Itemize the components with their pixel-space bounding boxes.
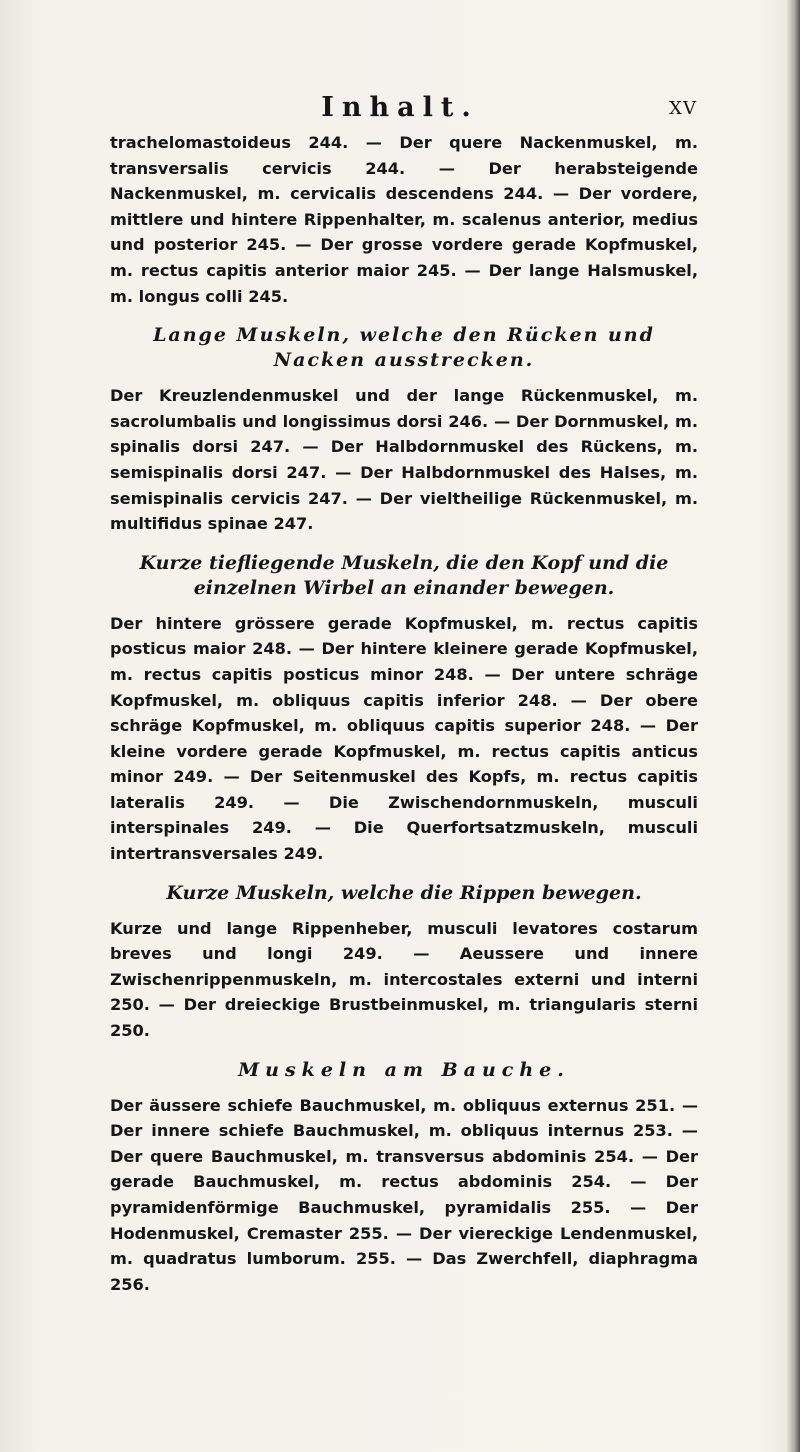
- toc-paragraph-head-vertebra-muscles: Der hintere grössere gerade Kopfmuskel, m. rectus capitis posticus maior 248. — Der hintere kleinere gerade Kopfmuskel, m. rectus capitis posticus minor 248. — Der untere schräge Kopfmuskel, m. obliquus capitis inferior 248. — Der obere schräge Kopfmuskel, m. obliquus capitis superior 248. — Der kleine vordere gerade Kopfmuskel, m. rectus capitis anticus minor 249. — Der Seitenmuskel des Kopfs, m. rectus capitis lateralis 249. — Die Zwischendornmuskeln, musculi interspinales 249. — Die Querfortsatzmuskeln, musculi intertransversales 249.: [110, 613, 698, 864]
- page-title: Inhalt.: [321, 92, 479, 123]
- section-heading-abdominal-muscles: Muskeln am Bauche.: [238, 1058, 570, 1081]
- section-heading-deep-short-muscles: Kurze tiefliegende Muskeln, die den Kopf und die einzelnen Wirbel an einander bewegen.: [139, 551, 669, 599]
- toc-paragraph-back-muscles: Der Kreuzlendenmuskel und der lange Rückenmuskel, m. sacrolumbalis und longissimus dorsi 246. — Der Dornmuskel, m. spinalis dorsi 247. — Der Halbdornmuskel des Rückens, m. semispinalis dorsi 247. — Der Halbdornmuskel des Halses, m. semispinalis cervicis 247. — Der vieltheilige Rückenmuskel, m. multifidus spinae 247.: [110, 386, 698, 534]
- toc-paragraph-rib-muscles: Kurze und lange Rippenheber, musculi levatores costarum breves und longi 249. — Aeussere und innere Zwischenrippenmuskeln, m. intercostales externi und interni 250. — Der dreieckige Brustbeinmuskel, m. triangularis sterni 250.: [110, 918, 698, 1041]
- table-of-contents-body: [110, 130, 698, 1297]
- section-heading-back-muscles: Lange Muskeln, welche den Rücken und Nacken ausstrecken.: [153, 324, 655, 372]
- running-header: [0, 92, 800, 128]
- toc-paragraph-neck-muscles: trachelomastoideus 244. — Der quere Nackenmuskel, m. transversalis cervicis 244. — Der herabsteigende Nackenmuskel, m. cervicalis descendens 244. — Der vordere, mittlere und hintere Rippenhalter, m. scalenus anterior, medius und posterior 245. — Der grosse vordere gerade Kopfmuskel, m. rectus capitis anterior maior 245. — Der lange Halsmuskel, m. longus colli 245.: [110, 133, 698, 306]
- page-number: XV: [669, 98, 697, 119]
- section-heading-rib-muscles: Kurze Muskeln, welche die Rippen bewegen.: [166, 881, 642, 904]
- toc-paragraph-abdominal-muscles: Der äussere schiefe Bauchmuskel, m. obliquus externus 251. — Der innere schiefe Bauchmuskel, m. obliquus internus 253. — Der quere Bauchmuskel, m. transversus abdominis 254. — Der gerade Bauchmuskel, m. rectus abdominis 254. — Der pyramidenförmige Bauchmuskel, pyramidalis 255. — Der Hodenmuskel, Cremaster 255. — Der viereckige Lendenmuskel, m. quadratus lumborum. 255. — Das Zwerchfell, diaphragma 256.: [110, 1095, 698, 1294]
- page-edge-shadow: [786, 0, 800, 1452]
